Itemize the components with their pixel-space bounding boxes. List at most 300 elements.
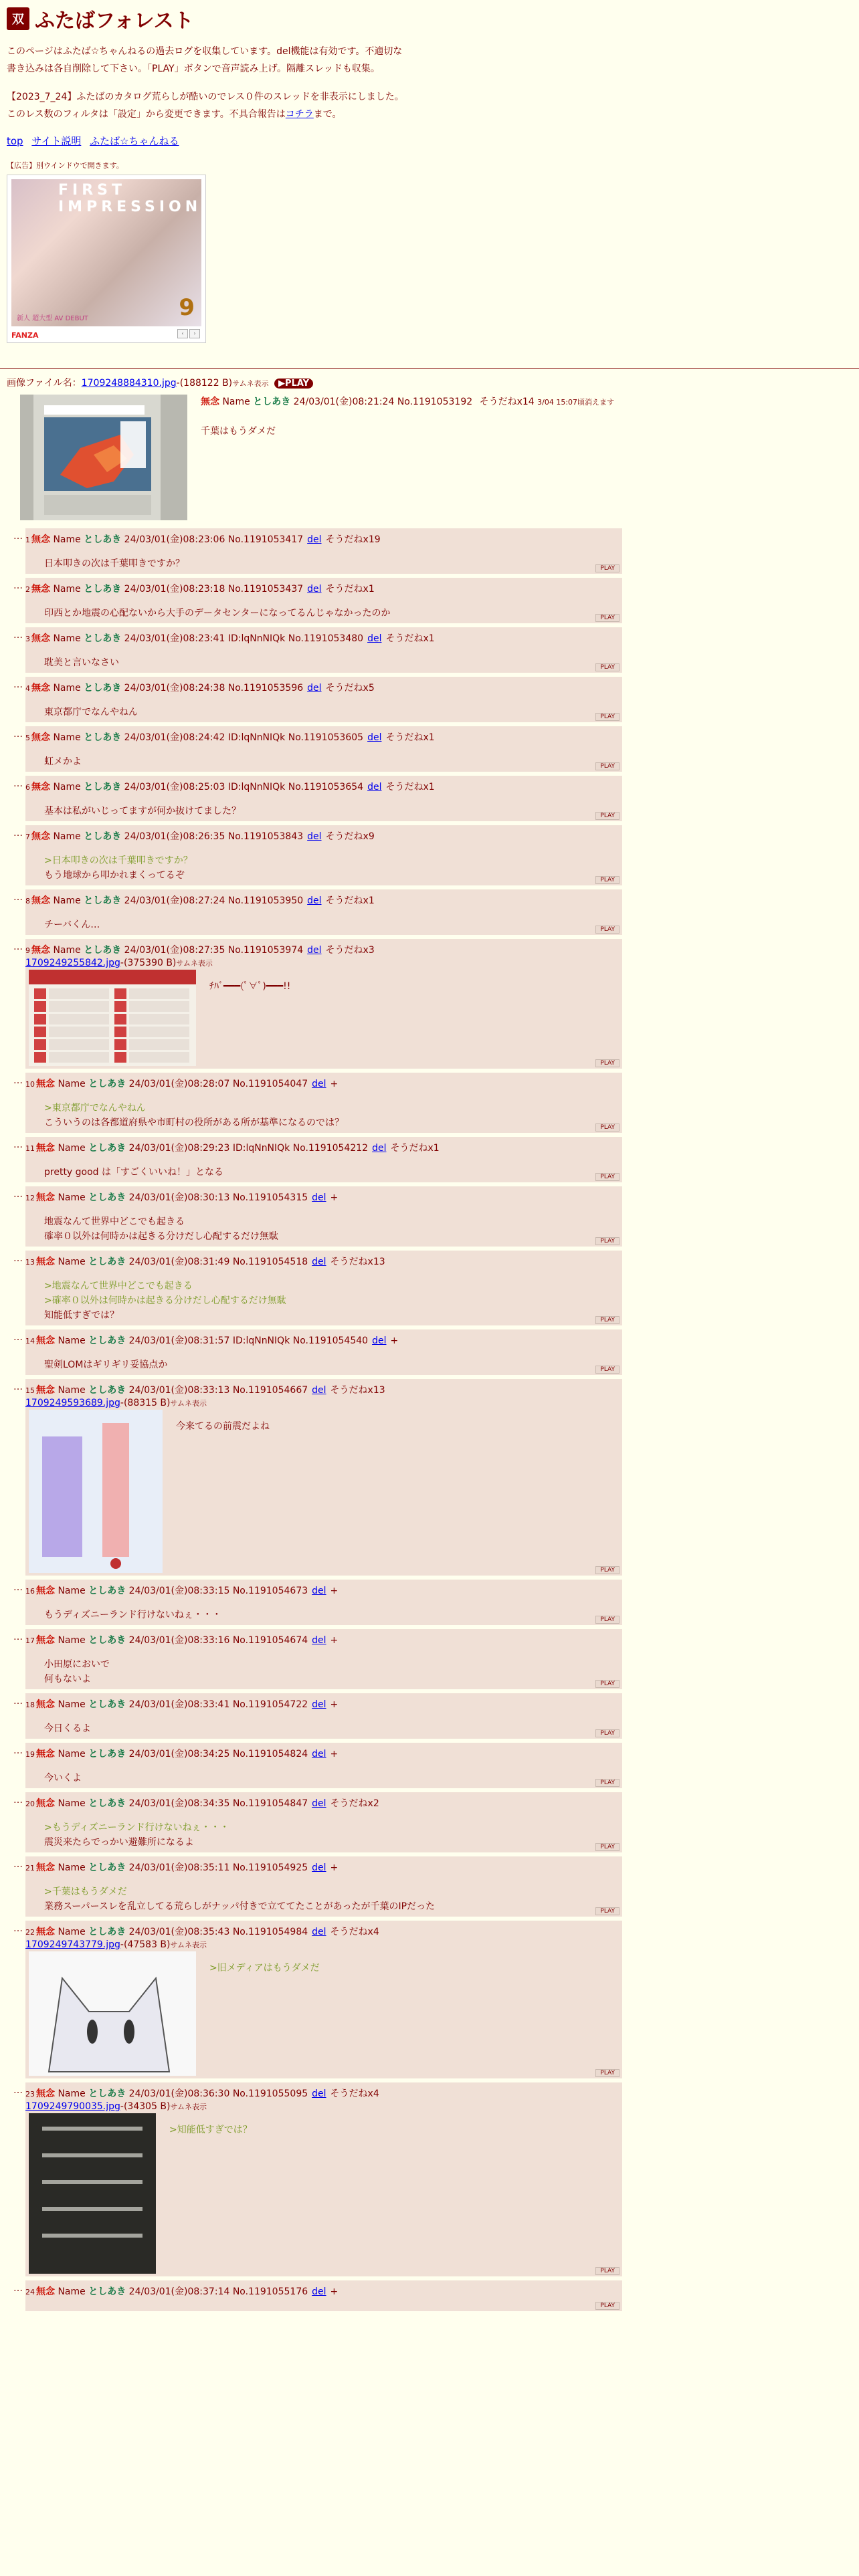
reply-dots-icon: … [13,1189,22,1200]
reply-item [13,1186,622,1247]
reply-del-link[interactable]: del [307,534,322,545]
reply-number[interactable]: No.1191054315 [232,1192,308,1203]
reply-image[interactable] [29,2113,156,2274]
reply-post [25,1073,622,1133]
reply-seq-number: 15 [25,1386,35,1395]
reply-sodane[interactable]: + [330,2286,339,2297]
reply-name-label: Name [58,1192,86,1203]
reply-name-label: Name [53,534,81,545]
reply-del-link[interactable]: del [372,1143,387,1154]
reply-number[interactable]: No.1191053654 [288,782,364,792]
reply-seq-number: 13 [25,1258,35,1267]
reply-del-link[interactable]: del [312,1927,326,1937]
reply-del-link[interactable]: del [307,831,322,842]
reply-image[interactable] [29,970,196,1066]
reply-text: 耽美と言いなさい [44,657,119,668]
reply-id: ID:lqNnNIQk [227,633,286,644]
reply-play-button[interactable]: PLAY [595,1366,619,1374]
intro-line-1a: このページはふたば☆ちゃんねるの過去ログを収集しています。 [7,46,277,57]
reply-post [25,1379,622,1576]
reply-header [25,943,622,956]
reply-number[interactable]: No.1191054984 [232,1927,308,1937]
reply-dots-icon: … [13,1582,22,1593]
reply-post [25,1580,622,1625]
reply-name: としあき [88,1586,126,1596]
reply-number[interactable]: No.1191053843 [227,831,304,842]
reply-comment [44,1771,622,1786]
reply-play-button[interactable]: PLAY [595,1566,619,1574]
reply-del-link[interactable]: del [307,895,322,906]
reply-date: 24/03/01(金)08:33:41 [128,1699,230,1710]
op-sodane[interactable]: そうだねx14 [479,397,535,407]
reply-text: 基本は私がいじってますが何か抜けてました？ [44,806,241,817]
reply-comment [44,705,622,720]
reply-sodane[interactable]: + [330,1192,339,1203]
reply-number[interactable]: No.1191053480 [288,633,364,644]
reply-text: 確率０以外は何時かは起きる分けだし心配するだけ無駄 [44,1231,278,1242]
reply-seq-number: 24 [25,2288,35,2296]
reply-play-button[interactable]: PLAY [595,1907,619,1915]
reply-header [25,730,622,744]
reply-text: 虹メかよ [44,756,82,767]
reply-quote: >確率０以外は何時かは起きる分けだし心配するだけ無駄 [44,1295,286,1306]
reply-date: 24/03/01(金)08:24:38 [124,683,225,693]
reply-dots-icon: … [13,531,22,542]
reply-post [25,578,622,623]
reply-post [25,939,622,1069]
reply-seq-number: 20 [25,1800,35,1808]
reply-number[interactable]: No.1191055095 [232,2088,308,2099]
reply-sodane[interactable]: + [330,1862,339,1873]
reply-item [13,528,622,574]
op-header [201,395,614,408]
reply-play-button[interactable]: PLAY [595,762,619,770]
reply-del-link[interactable]: del [312,1699,326,1710]
reply-subject: 無念 [36,1192,55,1203]
reply-dots-icon: … [13,1075,22,1086]
reply-item [13,1379,622,1576]
op-file-link[interactable]: 1709248884310.jpg [81,378,177,389]
reply-name-label: Name [58,1749,86,1759]
reply-text: 印西とか地震の心配ないから大手のデータセンターになってるんじゃなかったのか [44,608,391,619]
op-text-block [201,395,614,520]
reply-name: としあき [88,1192,126,1203]
reply-sodane[interactable]: そうだねx2 [330,1798,379,1809]
report-link[interactable]: コチラ [285,109,314,120]
reply-name: としあき [84,683,122,693]
reply-post [25,1693,622,1739]
link-futaba[interactable]: ふたば☆ちゃんねる [90,135,179,147]
ad-image[interactable] [11,179,201,326]
reply-dots-icon: … [13,1632,22,1642]
reply-sodane[interactable]: + [330,1749,339,1759]
reply-sodane[interactable]: + [330,1635,339,1646]
op-subject: 無念 [201,397,219,407]
reply-file-link[interactable]: 1709249790035.jpg [25,2101,120,2112]
reply-name: としあき [88,1798,126,1809]
reply-number[interactable]: No.1191054824 [232,1749,308,1759]
reply-item [13,1856,622,1917]
reply-image[interactable] [29,1951,196,2076]
reply-name: としあき [88,2286,126,2297]
reply-post [25,2280,622,2311]
reply-subject: 無念 [36,1257,55,1267]
op-comment: 千葉はもうダメだ [201,426,276,437]
reply-subject: 無念 [36,1143,55,1154]
reply-date: 24/03/01(金)08:27:35 [124,945,225,956]
reply-image-svg [29,1951,196,2076]
ad-label: 新人 超大型 AV DEBUT [17,315,88,322]
reply-name: としあき [88,1862,126,1873]
reply-dots-icon: … [13,729,22,740]
reply-play-button[interactable]: PLAY [595,2069,619,2077]
reply-play-button[interactable]: PLAY [595,876,619,884]
op-image[interactable] [20,395,187,520]
reply-image-row [25,2113,622,2274]
reply-date: 24/03/01(金)08:23:06 [124,534,225,545]
reply-comment [44,1279,622,1323]
reply-item [13,1251,622,1325]
reply-comment [44,1657,622,1687]
reply-number[interactable]: No.1191055176 [232,2286,308,2297]
reply-number[interactable]: No.1191053417 [227,534,304,545]
reply-text: 地震なんて世界中どこでも起きる [44,1216,185,1227]
reply-del-link[interactable]: del [307,945,322,956]
reply-del-link[interactable]: del [312,1079,326,1089]
reply-item [13,1329,622,1375]
reply-post [25,726,622,772]
reply-header [25,893,622,907]
reply-item [13,776,622,821]
reply-number[interactable]: No.1191054674 [232,1635,308,1646]
reply-dots-icon: … [13,1859,22,1870]
reply-post [25,1137,622,1182]
thumb-note: サムネ表示 [170,1399,207,1408]
reply-subject: 無念 [36,1749,55,1759]
reply-header [25,780,622,793]
reply-name-label: Name [58,2286,86,2297]
reply-subject: 無念 [31,534,50,545]
reply-file-info [25,1939,622,1950]
ad-next-icon[interactable]: › [189,329,200,338]
reply-name: としあき [88,1699,126,1710]
reply-sodane[interactable]: + [390,1335,399,1346]
reply-number[interactable]: No.1191054925 [232,1862,308,1873]
intro-line-2a: 【2023_7_24】ふたばのカタログ荒らしが酷いのでレス０件のスレッドを非表示にしました。このレス数のフィルタは「設定」から変更できます。不具合報告は [7,92,404,120]
reply-name: としあき [84,895,122,906]
reply-del-link[interactable]: del [367,782,382,792]
reply-seq-number: 5 [25,734,30,742]
reply-play-button[interactable]: PLAY [595,1123,619,1132]
reply-item [13,2280,622,2311]
reply-subject: 無念 [31,732,50,743]
reply-play-button[interactable]: PLAY [595,1680,619,1688]
op-name-label: Name [222,397,250,407]
reply-play-button[interactable]: PLAY [595,1059,619,1067]
reply-subject: 無念 [36,1862,55,1873]
reply-name: としあき [88,1143,126,1154]
reply-del-link[interactable]: del [312,1586,326,1596]
reply-subject: 無念 [31,782,50,792]
reply-subject: 無念 [36,1798,55,1809]
reply-post [25,1792,622,1852]
reply-comment [44,1165,622,1180]
op-file-info [7,376,852,389]
reply-name: としあき [88,1749,126,1759]
reply-sodane[interactable]: + [330,1699,339,1710]
reply-del-link[interactable]: del [312,1192,326,1203]
reply-play-button[interactable]: PLAY [595,663,619,671]
reply-text: 今日くるよ [44,1723,91,1734]
reply-play-button[interactable]: PLAY [595,2302,619,2310]
reply-date: 24/03/01(金)08:33:15 [128,1586,230,1596]
reply-name-label: Name [58,1699,86,1710]
reply-file-link[interactable]: 1709249593689.jpg [25,1398,120,1408]
reply-comment [44,1721,622,1736]
reply-header [25,582,622,595]
reply-dots-icon: … [13,679,22,690]
reply-text: こういうのは各都道府県や市町村の役所がある所が基準になるのでは？ [44,1117,344,1128]
reply-quote: >東京都庁でなんやねん [44,1103,146,1113]
reply-play-button[interactable]: PLAY [595,713,619,721]
reply-play-button[interactable]: PLAY [595,614,619,622]
reply-play-button[interactable]: PLAY [595,564,619,572]
op-play-button[interactable]: ▶PLAY [274,379,313,389]
reply-dots-icon: … [13,1253,22,1264]
reply-comment [44,853,622,883]
reply-item [13,2082,622,2276]
reply-sodane[interactable]: + [330,1079,339,1089]
reply-post [25,825,622,885]
reply-number[interactable]: No.1191054667 [232,1385,308,1396]
reply-play-button[interactable]: PLAY [595,926,619,934]
reply-play-button[interactable]: PLAY [595,1237,619,1245]
reply-item [13,578,622,623]
reply-del-link[interactable]: del [312,1635,326,1646]
reply-dots-icon: … [13,778,22,789]
reply-id: ID:lqNnNIQk [227,782,286,792]
reply-sodane[interactable]: + [330,1586,339,1596]
reply-del-link[interactable]: del [312,1798,326,1809]
reply-seq-number: 8 [25,897,30,905]
reply-del-link[interactable]: del [367,633,382,644]
reply-header [25,2284,622,2298]
reply-del-link[interactable]: del [312,1749,326,1759]
site-header [0,0,415,343]
reply-name-label: Name [58,1798,86,1809]
reply-number[interactable]: No.1191054722 [232,1699,308,1710]
reply-comment [44,918,622,932]
reply-seq-number: 6 [25,783,30,792]
thumb-note: サムネ表示 [170,2103,207,2111]
reply-sodane[interactable]: そうだねx1 [385,732,435,743]
reply-subject: 無念 [36,1699,55,1710]
reply-subject: 無念 [31,683,50,693]
reply-text: 小田原においで [44,1659,110,1670]
reply-file-size: -(375390 B) [120,958,177,968]
file-label: 画像ファイル名： [7,378,82,389]
reply-image[interactable] [29,1410,163,1573]
reply-name-label: Name [58,1335,86,1346]
reply-play-button[interactable]: PLAY [595,1173,619,1181]
reply-sodane[interactable]: そうだねx1 [385,782,435,792]
reply-dots-icon: … [13,1382,22,1392]
reply-play-button[interactable]: PLAY [595,1729,619,1737]
op-name: としあき [253,397,291,407]
reply-post [25,776,622,821]
reply-dots-icon: … [13,942,22,952]
reply-subject: 無念 [36,2286,55,2297]
reply-date: 24/03/01(金)08:24:42 [124,732,225,743]
reply-text: 今いくよ [44,1773,82,1784]
reply-seq-number: 19 [25,1750,35,1759]
reply-date: 24/03/01(金)08:35:11 [128,1862,230,1873]
top-links [7,134,408,148]
reply-dots-icon: … [13,580,22,591]
reply-number[interactable]: No.1191054847 [232,1798,308,1809]
reply-item [13,1792,622,1852]
reply-del-link[interactable]: del [307,584,322,595]
reply-list [7,528,852,2311]
reply-comment [44,1885,622,1914]
reply-sodane[interactable]: そうだねx4 [330,1927,379,1937]
reply-play-button[interactable]: PLAY [595,1779,619,1787]
reply-play-button[interactable]: PLAY [595,812,619,820]
reply-number[interactable]: No.1191053950 [227,895,304,906]
reply-sodane[interactable]: そうだねx3 [325,945,375,956]
reply-sodane[interactable]: そうだねx1 [390,1143,440,1154]
reply-seq-number: 7 [25,833,30,841]
reply-id: ID:lqNnNIQk [232,1143,290,1154]
reply-name-label: Name [58,1385,86,1396]
reply-date: 24/03/01(金)08:31:49 [128,1257,230,1267]
reply-item [13,726,622,772]
reply-dots-icon: … [13,892,22,903]
ad-prev-icon[interactable]: ‹ [177,329,188,338]
reply-sodane[interactable]: そうだねx4 [330,2088,379,2099]
reply-name: としあき [84,534,122,545]
reply-subject: 無念 [36,1385,55,1396]
reply-sodane[interactable]: そうだねx1 [325,584,375,595]
link-site-guide[interactable]: サイト説明 [31,135,82,147]
reply-date: 24/03/01(金)08:31:57 [128,1335,230,1346]
intro-text [7,43,408,123]
reply-post [25,1329,622,1375]
reply-file-link[interactable]: 1709249255842.jpg [25,958,120,968]
reply-header [25,829,622,843]
reply-play-button[interactable]: PLAY [595,1616,619,1624]
op-date: 24/03/01(金)08:21:24 [293,397,395,407]
reply-item [13,889,622,935]
reply-number[interactable]: No.1191054673 [232,1586,308,1596]
reply-header [25,1333,622,1347]
reply-image-row [25,1951,622,2076]
reply-file-link[interactable]: 1709249743779.jpg [25,1939,120,1950]
reply-header [25,1796,622,1810]
reply-subject: 無念 [36,1927,55,1937]
reply-comment [209,979,290,994]
reply-item [13,677,622,722]
reply-item [13,1693,622,1739]
reply-play-button[interactable]: PLAY [595,1843,619,1851]
reply-quote: >千葉はもうダメだ [44,1887,127,1897]
reply-text: 日本叩きの次は千葉叩きですか？ [44,558,185,569]
reply-play-button[interactable]: PLAY [595,1316,619,1324]
reply-number[interactable]: No.1191054540 [292,1335,369,1346]
reply-post [25,1856,622,1917]
reply-number[interactable]: No.1191053596 [227,683,304,693]
reply-text: チーバくん… [44,920,100,930]
reply-del-link[interactable]: del [312,1385,326,1396]
reply-text: ﾁﾊﾞ━━━(ﾟ∀ﾟ)━━━!! [209,981,291,992]
reply-subject: 無念 [31,831,50,842]
reply-name: としあき [88,1335,126,1346]
op-post [7,395,852,520]
reply-comment [44,1608,622,1622]
reply-comment [44,754,622,769]
reply-del-link[interactable]: del [312,1257,326,1267]
reply-name-label: Name [53,633,81,644]
reply-item [13,1073,622,1133]
thumb-note: サムネ表示 [176,959,213,968]
reply-del-link[interactable]: del [367,732,382,743]
reply-name-label: Name [53,732,81,743]
reply-del-link[interactable]: del [312,2286,326,2297]
reply-del-link[interactable]: del [312,1862,326,1873]
reply-text: 震災来たらでっかい避難所になるよ [44,1837,194,1848]
reply-seq-number: 16 [25,1587,35,1596]
reply-play-button[interactable]: PLAY [595,2267,619,2275]
reply-number[interactable]: No.1191054518 [232,1257,308,1267]
reply-seq-number: 14 [25,1337,35,1346]
reply-del-link[interactable]: del [372,1335,387,1346]
reply-sodane[interactable]: そうだねx19 [325,534,381,545]
reply-quote: >地震なんて世界中どこでも起きる [44,1281,193,1291]
reply-number[interactable]: No.1191053605 [288,732,364,743]
reply-sodane[interactable]: そうだねx5 [325,683,375,693]
reply-seq-number: 21 [25,1864,35,1872]
reply-comment [44,1358,622,1372]
reply-sodane[interactable]: そうだねx1 [385,633,435,644]
ad-controls [177,329,200,338]
reply-sodane[interactable]: そうだねx9 [325,831,375,842]
reply-del-link[interactable]: del [312,2088,326,2099]
ad-banner[interactable] [7,175,206,343]
op-number[interactable]: No.1191053192 [397,397,473,407]
site-logo-icon[interactable]: 双 [7,7,29,30]
reply-number[interactable]: No.1191053437 [227,584,304,595]
reply-number[interactable]: No.1191054212 [292,1143,369,1154]
reply-item [13,1921,622,2078]
reply-sodane[interactable]: そうだねx13 [330,1385,385,1396]
reply-sodane[interactable]: そうだねx1 [325,895,375,906]
reply-post [25,528,622,574]
reply-del-link[interactable]: del [307,683,322,693]
reply-header [25,1633,622,1646]
ad-badge: 9 [179,294,195,321]
reply-number[interactable]: No.1191054047 [232,1079,308,1089]
reply-comment [44,606,622,621]
reply-item [13,1580,622,1625]
reply-sodane[interactable]: そうだねx13 [330,1257,385,1267]
reply-seq-number: 17 [25,1636,35,1645]
reply-number[interactable]: No.1191053974 [227,945,304,956]
reply-image-row [25,970,622,1066]
thumb-note: サムネ表示 [170,1941,207,1949]
link-top[interactable]: top [7,135,23,147]
reply-item [13,1629,622,1689]
ad-fanza-logo: FANZA [11,331,39,340]
